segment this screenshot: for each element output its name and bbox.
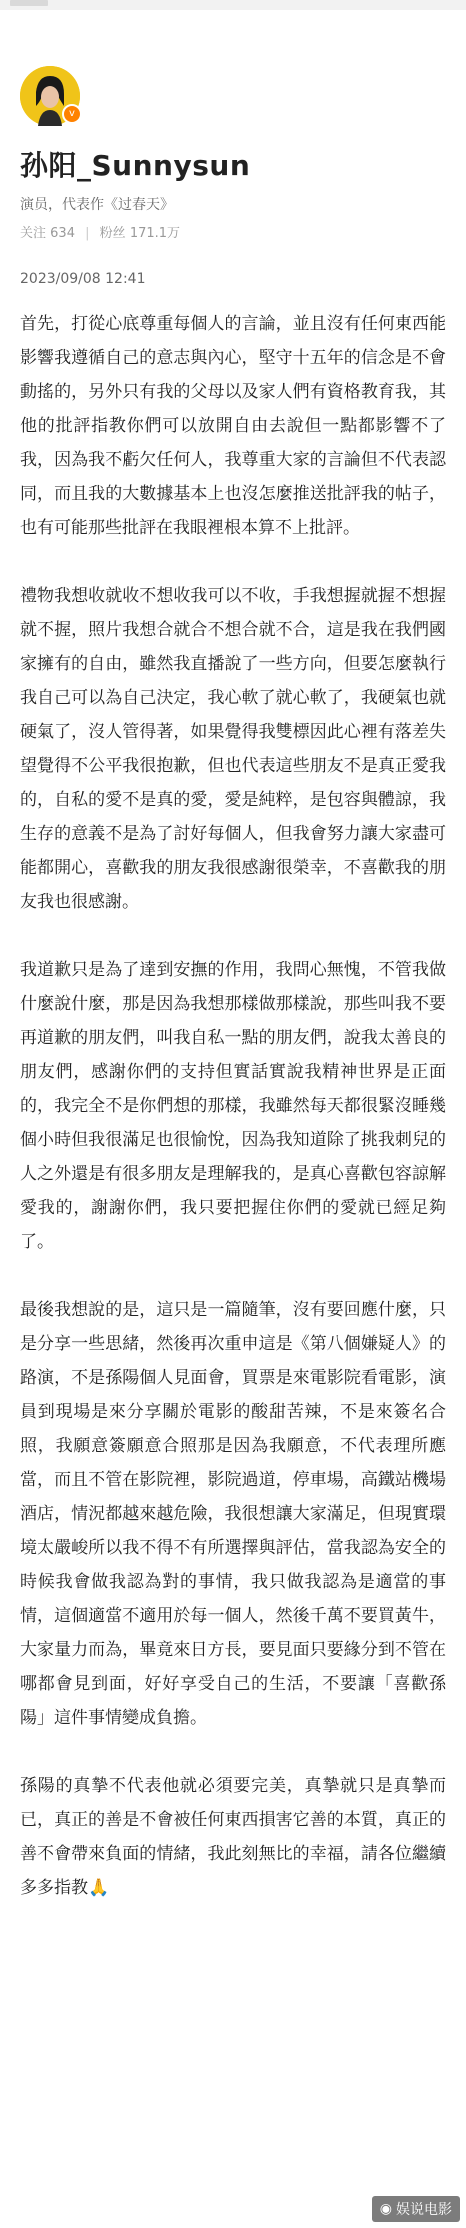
stats-separator: | <box>85 226 90 241</box>
post-paragraph-2: 禮物我想收就收不想收我可以不收，手我想握就握不想握就不握，照片我想合就合不想合就不合，這是我在我們國家擁有的自由，雖然我直播說了一些方向，但要怎麼執行我自己可以為自己決定，我心軟了就心軟了，我硬氣也就硬氣了，沒人管得著，如果覺得我雙標因此心裡有落差失望覺得不公平我很抱歉，但也代表這些朋友不是真正愛我的，自私的愛不是真的愛，愛是純粹，是包容與體諒，我生存的意義不是為了討好每個人，但我會努力讓大家盡可能都開心，喜歡我的朋友我很感謝很榮幸，不喜歡我的朋友我也很感謝。 <box>20 586 446 912</box>
fans-label[interactable]: 粉丝 <box>99 226 126 241</box>
profile-description: 演员，代表作《过春天》 <box>20 197 174 213</box>
post-paragraph-1: 首先，打從心底尊重每個人的言論，並且沒有任何東西能影響我遵循自己的意志與內心，堅守十五年的信念是不會動搖的，另外只有我的父母以及家人們有資格教育我，其他的批評指教你們可以放開自由去說但一點都影響不了我，因為我不虧欠任何人，我尊重大家的言論但不代表認同，而且我的大數據基本上也沒怎麼推送批評我的帖子，也有可能那些批評在我眼裡根本算不上批評。 <box>20 314 446 538</box>
post-paragraph-5: 孫陽的真摯不代表他就必須要完美，真摯就只是真摯而已，真正的善是不會被任何東西損害它善的本質，真正的善不會帶來負面的情緒，我此刻無比的幸福，請各位繼續多多指教🙏 <box>20 1776 446 1898</box>
status-bar <box>0 0 466 10</box>
watermark-logo-icon: ◉ <box>379 2201 392 2217</box>
follow-label[interactable]: 关注 <box>20 226 47 241</box>
status-bar-mark <box>10 0 48 6</box>
post-paragraph-3: 我道歉只是為了達到安撫的作用，我問心無愧，不管我做什麼說什麼，那是因為我想那樣做那樣說，那些叫我不要再道歉的朋友們，叫我自私一點的朋友們，說我太善良的朋友們，感謝你們的支持但實話實說我精神世界是正面的，我完全不是你們想的那樣，我雖然每天都很緊沒睡幾個小時但我很滿足也很愉悅，因為我知道除了挑我刺兒的人之外還是有很多朋友是理解我的，是真心喜歡包容諒解愛我的，謝謝你們，我只要把握住你們的愛就已經足夠了。 <box>20 960 446 1252</box>
watermark-text: 娱说电影 <box>396 2202 452 2218</box>
profile-name: 孙阳_Sunnysun <box>20 149 251 182</box>
profile-stats <box>20 222 446 241</box>
verified-badge-icon: v <box>62 104 82 124</box>
post-body <box>0 307 466 1905</box>
profile-header <box>0 10 466 287</box>
avatar[interactable] <box>20 66 80 126</box>
post-date: 2023/09/08 12:41 <box>20 271 146 287</box>
follow-count[interactable]: 634 <box>50 226 75 241</box>
fans-count[interactable]: 171.1万 <box>129 226 181 241</box>
watermark <box>372 2196 460 2222</box>
post-paragraph-4: 最後我想說的是，這只是一篇隨筆，沒有要回應什麼，只是分享一些思緒，然後再次重申這是《第八個嫌疑人》的路演，不是孫陽個人見面會，買票是來電影院看電影，演員到現場是來分享關於電影的酸甜苦辣，不是來簽名合照，我願意簽願意合照那是因為我願意，不代表理所應當，而且不管在影院裡，影院過道，停車場，高鐵站機場酒店，情況都越來越危險，我很想讓大家滿足，但現實環境太嚴峻所以我不得不有所選擇與評估，當我認為安全的時候我會做我認為對的事情，我只做我認為是適當的事情，這個適當不適用於每一個人，然後千萬不要買黃牛，大家量力而為，畢竟來日方長，要見面只要緣分到不管在哪都會見到面，好好享受自己的生活，不要讓「喜歡孫陽」這件事情變成負擔。 <box>20 1300 446 1728</box>
